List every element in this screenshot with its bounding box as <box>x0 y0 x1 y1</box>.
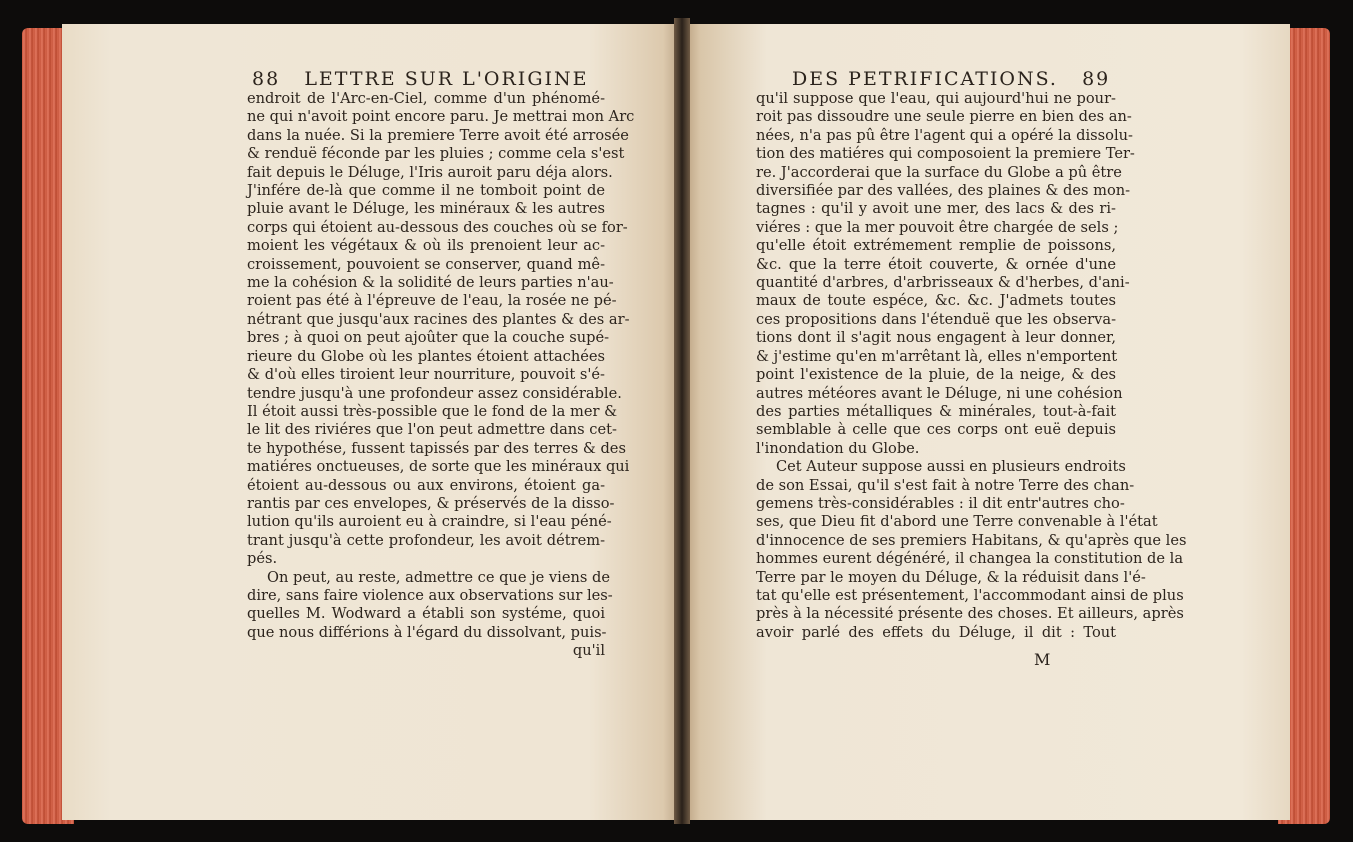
text-line: diversifiée par des vallées, des plaines & des mon- <box>756 182 1131 200</box>
text-line: ne qui n'avoit point encore paru. Je mettrai mon Arc <box>247 108 635 126</box>
text-line: croissement, pouvoient se conserver, quand mê- <box>247 255 605 273</box>
text-line: rantis par ces envelopes, & préservés de la disso- <box>247 494 615 512</box>
right-page-number: 89 <box>1082 68 1111 90</box>
right-page-text <box>756 90 1187 642</box>
left-page-header <box>252 68 589 90</box>
text-line: gemens très-considérables : il dit entr'autres cho- <box>756 494 1125 512</box>
text-line: semblable à celle que ces corps ont euë depuis <box>756 421 1116 439</box>
text-line: tions dont il s'agit nous engagent à leur donner, <box>756 329 1116 347</box>
text-line: maux de toute espéce, &c. &c. J'admets toutes <box>756 292 1116 310</box>
text-line: quelles M. Wodward a établi son systéme, quoi <box>247 605 605 623</box>
text-line: que nous différions à l'égard du dissolvant, puis- <box>247 623 607 641</box>
text-line: & d'où elles tiroient leur nourriture, pouvoit s'é- <box>247 366 605 384</box>
text-line: point l'existence de la pluie, de la neige, & des <box>756 366 1116 384</box>
text-line: moient les végétaux & où ils prenoient leur ac- <box>247 237 605 255</box>
text-line: roit pas dissoudre une seule pierre en bien des an- <box>756 108 1132 126</box>
text-line: étoient au-dessous ou aux environs, étoient ga- <box>247 476 605 494</box>
text-line: tion des matiéres qui composoient la premiere Ter- <box>756 145 1135 163</box>
text-line: ces propositions dans l'étenduë que les observa- <box>756 310 1116 328</box>
text-line: le lit des riviéres que l'on peut admettre dans cet- <box>247 421 617 439</box>
text-line: te hypothése, fussent tapissés par des terres & des <box>247 439 626 457</box>
open-book <box>22 18 1330 824</box>
text-line: On peut, au reste, admettre ce que je viens de <box>267 568 610 586</box>
text-line: re. J'accorderai que la surface du Globe a pû être <box>756 163 1122 181</box>
text-line: de son Essai, qu'il s'est fait à notre Terre des chan- <box>756 476 1135 494</box>
text-line: bres ; à quoi on peut ajoûter que la couche supé- <box>247 329 610 347</box>
text-line: dire, sans faire violence aux observations sur les- <box>247 586 613 604</box>
text-line: l'inondation du Globe. <box>756 439 920 457</box>
text-line: d'innocence de ses premiers Habitans, & qu'après que les <box>756 531 1187 549</box>
text-line: des parties métalliques & minérales, tout-à-fait <box>756 402 1116 420</box>
text-line: &c. que la terre étoit couverte, & ornée d'une <box>756 255 1116 273</box>
text-line: & j'estime qu'en m'arrêtant là, elles n'emportent <box>756 347 1118 365</box>
book-gutter <box>674 18 690 824</box>
text-line: trant jusqu'à cette profondeur, les avoit détrem- <box>247 531 605 549</box>
right-page-header <box>792 68 1110 90</box>
text-line: endroit de l'Arc-en-Ciel, comme d'un phénomé- <box>247 90 605 107</box>
text-line: dans la nuée. Si la premiere Terre avoit été arrosée <box>247 126 629 144</box>
text-line: Il étoit aussi très-possible que le fond de la mer & <box>247 402 618 420</box>
left-running-head: LETTRE SUR L'ORIGINE <box>304 68 589 90</box>
text-line: quantité d'arbres, d'arbrisseaux & d'herbes, d'ani- <box>756 274 1130 292</box>
text-line: tat qu'elle est présentement, l'accommodant ainsi de plus <box>756 586 1184 604</box>
right-running-head: DES PETRIFICATIONS. <box>792 68 1058 90</box>
signature-mark: M <box>1034 650 1051 669</box>
text-line: tagnes : qu'il y avoit une mer, des lacs & des ri- <box>756 200 1116 218</box>
text-line: qu'il suppose que l'eau, qui aujourd'hui ne pour- <box>756 90 1116 107</box>
text-line: matiéres onctueuses, de sorte que les minéraux qui <box>247 458 630 476</box>
text-line: qu'il <box>572 642 605 660</box>
text-line: J'infére de-là que comme il ne tomboit point de <box>247 182 605 200</box>
left-page-number: 88 <box>252 68 281 90</box>
text-line: pés. <box>247 550 278 568</box>
text-line: ses, que Dieu fit d'abord une Terre convenable à l'état <box>756 513 1158 531</box>
text-line: & renduë féconde par les pluies ; comme cela s'est <box>247 145 625 163</box>
text-line: fait depuis le Déluge, l'Iris auroit paru déja alors. <box>247 163 613 181</box>
text-line: me la cohésion & la solidité de leurs parties n'au- <box>247 274 614 292</box>
text-line: tendre jusqu'à une profondeur assez considérable. <box>247 384 622 402</box>
text-line: roient pas été à l'épreuve de l'eau, la rosée ne pé- <box>247 292 617 310</box>
text-line: viéres : que la mer pouvoit être chargée de sels ; <box>756 218 1119 236</box>
text-line: lution qu'ils auroient eu à craindre, si l'eau péné- <box>247 513 612 531</box>
left-page-text <box>247 90 635 661</box>
text-line: autres météores avant le Déluge, ni une cohésion <box>756 384 1123 402</box>
text-line: nétrant que jusqu'aux racines des plantes & des ar- <box>247 310 630 328</box>
text-line: corps qui étoient au-dessous des couches où se for- <box>247 218 628 236</box>
text-line: hommes eurent dégénéré, il changea la constitution de la <box>756 550 1184 568</box>
text-line: Cet Auteur suppose aussi en plusieurs endroits <box>776 458 1126 476</box>
text-line: Terre par le moyen du Déluge, & la réduisit dans l'é- <box>756 568 1146 586</box>
text-line: avoir parlé des effets du Déluge, il dit : Tout <box>756 623 1116 641</box>
text-line: rieure du Globe où les plantes étoient attachées <box>247 347 605 365</box>
text-line: pluie avant le Déluge, les minéraux & les autres <box>247 200 605 218</box>
text-line: près à la nécessité présente des choses. Et ailleurs, après <box>756 605 1184 623</box>
text-line: nées, n'a pas pû être l'agent qui a opéré la dissolu- <box>756 126 1133 144</box>
text-line: qu'elle étoit extrémement remplie de poissons, <box>756 237 1116 255</box>
